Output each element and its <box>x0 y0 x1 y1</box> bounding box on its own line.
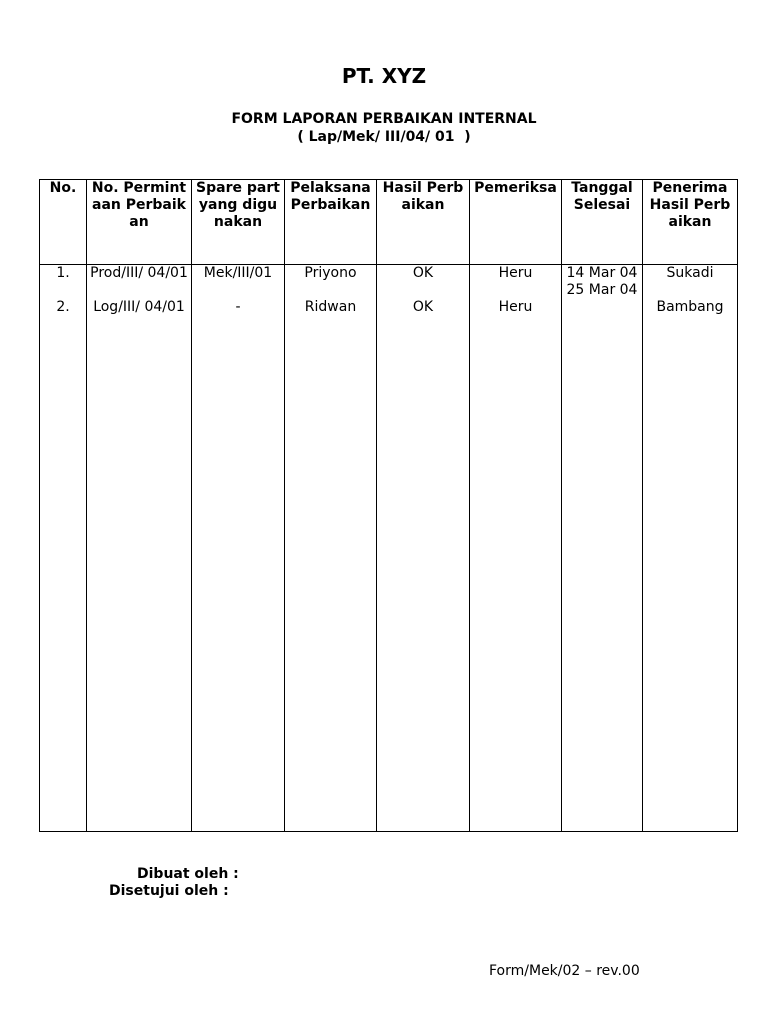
cell-request-no <box>87 265 192 832</box>
column-header-no: No. <box>40 180 87 265</box>
approved-by-label: Disetujui oleh : <box>109 883 229 899</box>
repair-report-table <box>39 179 738 832</box>
row-2-spare-part: - <box>235 299 241 315</box>
made-by-label: Dibuat oleh : <box>137 866 239 882</box>
column-header-result: Hasil Perbaikan <box>377 180 470 265</box>
column-header-date: Tanggal Selesai <box>562 180 643 265</box>
column-header-spare-part: Spare part yang digunakan <box>192 180 285 265</box>
row-1-date: 14 Mar 04 <box>566 265 638 281</box>
cell-checker <box>470 265 562 832</box>
row-2-request-no: Log/III/ 04/01 <box>93 299 185 315</box>
footer-form-code: Form/Mek/02 – rev.00 <box>489 963 640 979</box>
row-1-spare-part: Mek/III/01 <box>203 265 273 281</box>
cell-no <box>40 265 87 832</box>
column-header-checker: Pemeriksa <box>470 180 562 265</box>
form-code: ( Lap/Mek/ III/04/ 01 ) <box>297 129 471 145</box>
table-row <box>40 265 738 832</box>
cell-executor <box>285 265 377 832</box>
row-1-request-no: Prod/III/ 04/01 <box>90 265 188 281</box>
cell-date <box>562 265 643 832</box>
row-2-executor: Ridwan <box>304 299 357 315</box>
column-header-receiver: Penerima Hasil Perbaikan <box>643 180 738 265</box>
row-2-receiver: Bambang <box>656 299 724 315</box>
row-1-checker: Heru <box>498 265 533 281</box>
row-1-receiver: Sukadi <box>666 265 714 281</box>
cell-spare-part <box>192 265 285 832</box>
row-2-result: OK <box>412 299 434 315</box>
column-header-executor: Pelaksana Perbaikan <box>285 180 377 265</box>
cell-result <box>377 265 470 832</box>
row-2-no: 2. <box>56 299 70 315</box>
row-1-no: 1. <box>56 265 70 281</box>
form-title: FORM LAPORAN PERBAIKAN INTERNAL <box>231 111 537 127</box>
row-2-date: 25 Mar 04 <box>566 282 638 298</box>
row-1-executor: Priyono <box>304 265 357 281</box>
column-header-request-no: No. Permintaan Perbaikan <box>87 180 192 265</box>
company-name: PT. XYZ <box>341 64 427 88</box>
row-2-checker: Heru <box>498 299 533 315</box>
cell-receiver <box>643 265 738 832</box>
table-header-row <box>40 180 738 265</box>
row-1-result: OK <box>412 265 434 281</box>
